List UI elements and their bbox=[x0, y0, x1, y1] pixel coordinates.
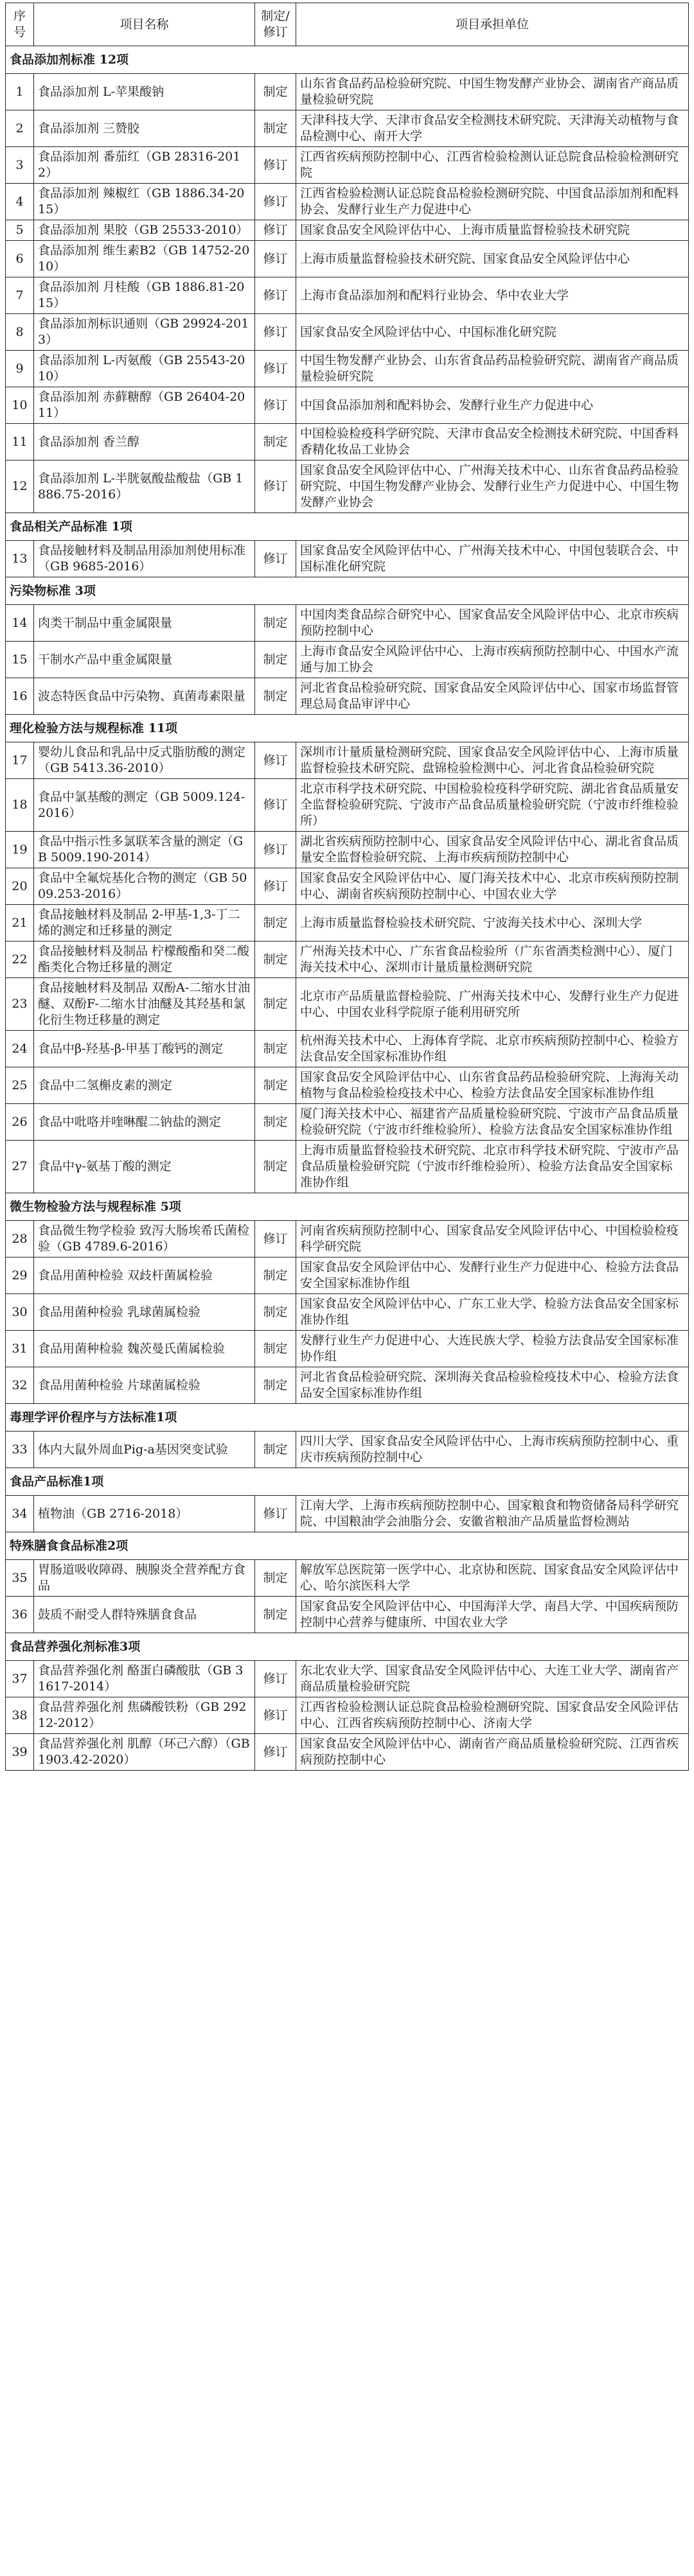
table-row bbox=[6, 1257, 689, 1294]
table-row bbox=[6, 742, 689, 779]
revision-type: 修订 bbox=[255, 779, 296, 832]
table-row bbox=[6, 1104, 689, 1141]
table-row bbox=[6, 942, 689, 978]
responsible-units: 江西省检验检测认证总院食品检验检测研究院、中国食品添加剂和配料协会、发酵行业生产力促进中心 bbox=[296, 184, 689, 220]
project-name: 食品中β-羟基-β-甲基丁酸钙的测定 bbox=[34, 1031, 255, 1067]
table-header bbox=[6, 3, 689, 46]
table-row bbox=[6, 147, 689, 184]
table-row bbox=[6, 1294, 689, 1331]
row-number: 20 bbox=[6, 868, 34, 905]
row-number: 1 bbox=[6, 74, 34, 110]
revision-type: 制定 bbox=[255, 1560, 296, 1597]
row-number: 34 bbox=[6, 1496, 34, 1532]
responsible-units: 北京市科学技术研究院、中国检验检疫科学研究院、湖北省食品质量安全监督检验研究院、宁波市产品食品质量检验研究院（宁波市纤维检验所） bbox=[296, 779, 689, 832]
project-name: 食品用菌种检验 片球菌属检验 bbox=[34, 1367, 255, 1404]
revision-type: 制定 bbox=[255, 1294, 296, 1331]
revision-type: 制定 bbox=[255, 74, 296, 110]
table-row bbox=[6, 1697, 689, 1734]
responsible-units: 国家食品安全风险评估中心、发酵行业生产力促进中心、检验方法食品安全国家标准协作组 bbox=[296, 1257, 689, 1294]
responsible-units: 上海市质量监督检验技术研究院、国家食品安全风险评估中心 bbox=[296, 241, 689, 277]
revision-type: 制定 bbox=[255, 1597, 296, 1633]
project-name: 鼓质不耐受人群特殊膳食食品 bbox=[34, 1597, 255, 1633]
project-name: 食品添加剂 赤藓糖醇（GB 26404-2011） bbox=[34, 387, 255, 424]
row-number: 31 bbox=[6, 1331, 34, 1367]
revision-type: 修订 bbox=[255, 1496, 296, 1532]
table-row bbox=[6, 779, 689, 832]
responsible-units: 国家食品安全风险评估中心、山东省食品药品检验研究院、上海海关动植物与食品检验检疫技术中心、检验方法食品安全国家标准协作组 bbox=[296, 1067, 689, 1104]
responsible-units: 河北省食品检验研究院、国家食品安全风险评估中心、国家市场监督管理总局食品审评中心 bbox=[296, 678, 689, 715]
table-row bbox=[6, 424, 689, 460]
revision-type: 制定 bbox=[255, 978, 296, 1031]
row-number: 28 bbox=[6, 1221, 34, 1257]
table-row bbox=[6, 1141, 689, 1193]
responsible-units: 上海市食品添加剂和配料行业协会、华中农业大学 bbox=[296, 277, 689, 314]
category-title: 食品相关产品标准 1项 bbox=[6, 513, 689, 541]
revision-type: 制定 bbox=[255, 1067, 296, 1104]
row-number: 10 bbox=[6, 387, 34, 424]
project-name: 食品添加剂 辣椒红（GB 1886.34-2015） bbox=[34, 184, 255, 220]
row-number: 5 bbox=[6, 220, 34, 241]
responsible-units: 发酵行业生产力促进中心、大连民族大学、检验方法食品安全国家标准协作组 bbox=[296, 1331, 689, 1367]
responsible-units: 江南大学、上海市疾病预防控制中心、国家粮食和物资储备局科学研究院、中国粮油学会油脂分会、安徽省粮油产品质量监督检测站 bbox=[296, 1496, 689, 1532]
table-row bbox=[6, 351, 689, 387]
project-name: 食品添加剂 维生素B2（GB 14752-2010） bbox=[34, 241, 255, 277]
project-name: 食品中指示性多氯联苯含量的测定（GB 5009.190-2014） bbox=[34, 832, 255, 868]
table-row bbox=[6, 832, 689, 868]
row-number: 26 bbox=[6, 1104, 34, 1141]
responsible-units: 国家食品安全风险评估中心、上海市质量监督检验技术研究院 bbox=[296, 220, 689, 241]
row-number: 8 bbox=[6, 314, 34, 351]
table-row bbox=[6, 74, 689, 110]
table-row bbox=[6, 1367, 689, 1404]
project-name: 食品中吡咯并喹啉醌二钠盐的测定 bbox=[34, 1104, 255, 1141]
revision-type: 修订 bbox=[255, 387, 296, 424]
project-name: 食品添加剂标识通则（GB 29924-2013） bbox=[34, 314, 255, 351]
project-name: 食品接触材料及制品 2-甲基-1,3-丁二烯的测定和迁移量的测定 bbox=[34, 905, 255, 942]
project-name: 干制水产品中重金属限量 bbox=[34, 642, 255, 678]
revision-type: 修订 bbox=[255, 220, 296, 241]
table-row bbox=[6, 905, 689, 942]
table-row bbox=[6, 978, 689, 1031]
table-row bbox=[6, 1661, 689, 1697]
table-row bbox=[6, 605, 689, 642]
row-number: 14 bbox=[6, 605, 34, 642]
category-row bbox=[6, 1532, 689, 1560]
responsible-units: 江西省检验检测认证总院食品检验检测研究院、国家食品安全风险评估中心、江西省疾病预防控制中心、济南大学 bbox=[296, 1697, 689, 1734]
revision-type: 制定 bbox=[255, 1331, 296, 1367]
table-row bbox=[6, 1597, 689, 1633]
responsible-units: 四川大学、国家食品安全风险评估中心、上海市疾病预防控制中心、重庆市疾病预防控制中心 bbox=[296, 1432, 689, 1468]
row-number: 7 bbox=[6, 277, 34, 314]
revision-type: 修订 bbox=[255, 277, 296, 314]
row-number: 17 bbox=[6, 742, 34, 779]
revision-type: 修订 bbox=[255, 147, 296, 184]
row-number: 9 bbox=[6, 351, 34, 387]
row-number: 13 bbox=[6, 541, 34, 577]
responsible-units: 上海市质量监督检验技术研究院、宁波海关技术中心、深圳大学 bbox=[296, 905, 689, 942]
project-name: 食品营养强化剂 焦磷酸铁粉（GB 29212-2012） bbox=[34, 1697, 255, 1734]
revision-type: 制定 bbox=[255, 1104, 296, 1141]
responsible-units: 河北省食品检验研究院、深圳海关食品检验检疫技术中心、检验方法食品安全国家标准协作组 bbox=[296, 1367, 689, 1404]
row-number: 38 bbox=[6, 1697, 34, 1734]
table-row bbox=[6, 241, 689, 277]
row-number: 2 bbox=[6, 110, 34, 147]
revision-type: 制定 bbox=[255, 678, 296, 715]
row-number: 37 bbox=[6, 1661, 34, 1697]
row-number: 16 bbox=[6, 678, 34, 715]
row-number: 35 bbox=[6, 1560, 34, 1597]
table-row bbox=[6, 1221, 689, 1257]
table-row bbox=[6, 1560, 689, 1597]
revision-type: 修订 bbox=[255, 351, 296, 387]
project-name: 食品中二氢槲皮素的测定 bbox=[34, 1067, 255, 1104]
category-title: 微生物检验方法与规程标准 5项 bbox=[6, 1193, 689, 1221]
revision-type: 制定 bbox=[255, 424, 296, 460]
row-number: 21 bbox=[6, 905, 34, 942]
project-name: 食品用菌种检验 双歧杆菌属检验 bbox=[34, 1257, 255, 1294]
revision-type: 修订 bbox=[255, 460, 296, 513]
responsible-units: 中国检验检疫科学研究院、天津市食品安全检测技术研究院、中国香料香精化妆品工业协会 bbox=[296, 424, 689, 460]
row-number: 11 bbox=[6, 424, 34, 460]
table-row bbox=[6, 541, 689, 577]
project-name: 植物油（GB 2716-2018） bbox=[34, 1496, 255, 1532]
responsible-units: 上海市质量监督检验技术研究院、北京市科学技术研究院、宁波市产品食品质量检验研究院（宁波市纤维检验所）、检验方法食品安全国家标准协作组 bbox=[296, 1141, 689, 1193]
row-number: 3 bbox=[6, 147, 34, 184]
table-row bbox=[6, 1432, 689, 1468]
project-name: 食品添加剂 L-苹果酸钠 bbox=[34, 74, 255, 110]
revision-type: 修订 bbox=[255, 1697, 296, 1734]
standards-table bbox=[5, 3, 689, 1771]
project-name: 肉类干制品中重金属限量 bbox=[34, 605, 255, 642]
responsible-units: 杭州海关技术中心、上海体育学院、北京市疾病预防控制中心、检验方法食品安全国家标准协作组 bbox=[296, 1031, 689, 1067]
category-row bbox=[6, 513, 689, 541]
responsible-units: 上海市食品安全风险评估中心、上海市疾病预防控制中心、中国水产流通与加工协会 bbox=[296, 642, 689, 678]
responsible-units: 国家食品安全风险评估中心、广东工业大学、检验方法食品安全国家标准协作组 bbox=[296, 1294, 689, 1331]
table-row bbox=[6, 1734, 689, 1771]
project-name: 食品中γ-氨基丁酸的测定 bbox=[34, 1141, 255, 1193]
project-name: 食品营养强化剂 肌醇（环己六醇）（GB 1903.42-2020） bbox=[34, 1734, 255, 1771]
project-name: 食品接触材料及制品 双酚A-二缩水甘油醚、双酚F-二缩水甘油醚及其羟基和氯化衍生物迁移量的测定 bbox=[34, 978, 255, 1031]
header-units: 项目承担单位 bbox=[296, 3, 689, 46]
row-number: 18 bbox=[6, 779, 34, 832]
responsible-units: 东北农业大学、国家食品安全风险评估中心、大连工业大学、湖南省产商品质量检验研究院 bbox=[296, 1661, 689, 1697]
project-name: 婴幼儿食品和乳品中反式脂肪酸的测定（GB 5413.36-2010） bbox=[34, 742, 255, 779]
responsible-units: 深圳市计量质量检测研究院、国家食品安全风险评估中心、上海市质量监督检验技术研究院、盘锦检验检测中心、河北省食品检验研究院 bbox=[296, 742, 689, 779]
category-title: 污染物标准 3项 bbox=[6, 577, 689, 605]
header-num: 序号 bbox=[6, 3, 34, 46]
project-name: 食品中氯基酸的测定（GB 5009.124-2016） bbox=[34, 779, 255, 832]
category-row bbox=[6, 715, 689, 742]
table-row bbox=[6, 1031, 689, 1067]
table-row bbox=[6, 184, 689, 220]
row-number: 23 bbox=[6, 978, 34, 1031]
responsible-units: 江西省疾病预防控制中心、江西省检验检测认证总院食品检验检测研究院 bbox=[296, 147, 689, 184]
project-name: 食品添加剂 L-丙氨酸（GB 25543-2010） bbox=[34, 351, 255, 387]
category-title: 食品添加剂标准 12项 bbox=[6, 46, 689, 74]
row-number: 15 bbox=[6, 642, 34, 678]
category-row bbox=[6, 1633, 689, 1661]
table-row bbox=[6, 460, 689, 513]
table-row bbox=[6, 678, 689, 715]
table-row bbox=[6, 387, 689, 424]
row-number: 22 bbox=[6, 942, 34, 978]
table-row bbox=[6, 220, 689, 241]
project-name: 食品接触材料及制品用添加剂使用标准（GB 9685-2016） bbox=[34, 541, 255, 577]
category-row bbox=[6, 1193, 689, 1221]
revision-type: 制定 bbox=[255, 1432, 296, 1468]
table-row bbox=[6, 868, 689, 905]
project-name: 胃肠道吸收障碍、胰腺炎全营养配方食品 bbox=[34, 1560, 255, 1597]
revision-type: 制定 bbox=[255, 642, 296, 678]
category-row bbox=[6, 1404, 689, 1432]
revision-type: 修订 bbox=[255, 241, 296, 277]
row-number: 36 bbox=[6, 1597, 34, 1633]
revision-type: 制定 bbox=[255, 905, 296, 942]
row-number: 39 bbox=[6, 1734, 34, 1771]
revision-type: 制定 bbox=[255, 1367, 296, 1404]
project-name: 食品添加剂 果胶（GB 25533-2010） bbox=[34, 220, 255, 241]
project-name: 食品微生物学检验 致泻大肠埃希氏菌检验（GB 4789.6-2016） bbox=[34, 1221, 255, 1257]
responsible-units: 北京市产品质量监督检验院、广州海关技术中心、发酵行业生产力促进中心、中国农业科学院原子能利用研究所 bbox=[296, 978, 689, 1031]
responsible-units: 国家食品安全风险评估中心、中国海洋大学、南昌大学、中国疾病预防控制中心营养与健康所、中国农业大学 bbox=[296, 1597, 689, 1633]
responsible-units: 国家食品安全风险评估中心、湖南省产商品质量检验研究院、江西省疾病预防控制中心 bbox=[296, 1734, 689, 1771]
table-row bbox=[6, 642, 689, 678]
responsible-units: 湖北省疾病预防控制中心、国家食品安全风险评估中心、湖北省食品质量安全监督检验研究院、上海市疾病预防控制中心 bbox=[296, 832, 689, 868]
responsible-units: 天津科技大学、天津市食品安全检测技术研究院、天津海关动植物与食品检测中心、南开大学 bbox=[296, 110, 689, 147]
project-name: 波态特医食品中污染物、真菌毒素限量 bbox=[34, 678, 255, 715]
row-number: 19 bbox=[6, 832, 34, 868]
revision-type: 制定 bbox=[255, 1257, 296, 1294]
row-number: 29 bbox=[6, 1257, 34, 1294]
revision-type: 制定 bbox=[255, 110, 296, 147]
category-row bbox=[6, 1468, 689, 1496]
project-name: 食品添加剂 月桂酸（GB 1886.81-2015） bbox=[34, 277, 255, 314]
project-name: 食品接触材料及制品 柠檬酸酯和癸二酸酯类化合物迁移量的测定 bbox=[34, 942, 255, 978]
category-row bbox=[6, 577, 689, 605]
category-title: 理化检验方法与规程标准 11项 bbox=[6, 715, 689, 742]
row-number: 32 bbox=[6, 1367, 34, 1404]
project-name: 食品添加剂 番茄红（GB 28316-2012） bbox=[34, 147, 255, 184]
responsible-units: 国家食品安全风险评估中心、广州海关技术中心、中国包装联合会、中国标准化研究院 bbox=[296, 541, 689, 577]
revision-type: 修订 bbox=[255, 742, 296, 779]
project-name: 食品用菌种检验 乳球菌属检验 bbox=[34, 1294, 255, 1331]
project-name: 食品添加剂 香兰醇 bbox=[34, 424, 255, 460]
responsible-units: 广州海关技术中心、广东省食品检验所（广东省酒类检测中心）、厦门海关技术中心、深圳市计量质量检测研究院 bbox=[296, 942, 689, 978]
row-number: 33 bbox=[6, 1432, 34, 1468]
project-name: 体内大鼠外周血Pig-a基因突变试验 bbox=[34, 1432, 255, 1468]
category-title: 食品营养强化剂标准3项 bbox=[6, 1633, 689, 1661]
revision-type: 修订 bbox=[255, 868, 296, 905]
revision-type: 修订 bbox=[255, 1661, 296, 1697]
table-row bbox=[6, 1331, 689, 1367]
responsible-units: 中国食品添加剂和配料协会、发酵行业生产力促进中心 bbox=[296, 387, 689, 424]
revision-type: 修订 bbox=[255, 314, 296, 351]
project-name: 食品添加剂 L-半胱氨酸盐酸盐（GB 1886.75-2016） bbox=[34, 460, 255, 513]
category-title: 食品产品标准1项 bbox=[6, 1468, 689, 1496]
header-type: 制定/修订 bbox=[255, 3, 296, 46]
category-row bbox=[6, 46, 689, 74]
table-row bbox=[6, 1067, 689, 1104]
table-row bbox=[6, 314, 689, 351]
category-title: 特殊膳食食品标准2项 bbox=[6, 1532, 689, 1560]
category-title: 毒理学评价程序与方法标准1项 bbox=[6, 1404, 689, 1432]
row-number: 12 bbox=[6, 460, 34, 513]
responsible-units: 中国生物发酵产业协会、山东省食品药品检验研究院、湖南省产商品质量检验研究院 bbox=[296, 351, 689, 387]
revision-type: 修订 bbox=[255, 541, 296, 577]
table-row bbox=[6, 277, 689, 314]
project-name: 食品中全氟烷基化合物的测定（GB 5009.253-2016） bbox=[34, 868, 255, 905]
table-row bbox=[6, 1496, 689, 1532]
revision-type: 修订 bbox=[255, 1734, 296, 1771]
revision-type: 制定 bbox=[255, 1141, 296, 1193]
revision-type: 制定 bbox=[255, 605, 296, 642]
responsible-units: 国家食品安全风险评估中心、中国标准化研究院 bbox=[296, 314, 689, 351]
project-name: 食品添加剂 三赞胶 bbox=[34, 110, 255, 147]
revision-type: 制定 bbox=[255, 942, 296, 978]
row-number: 24 bbox=[6, 1031, 34, 1067]
responsible-units: 中国肉类食品综合研究中心、国家食品安全风险评估中心、北京市疾病预防控制中心 bbox=[296, 605, 689, 642]
revision-type: 修订 bbox=[255, 1221, 296, 1257]
revision-type: 修订 bbox=[255, 832, 296, 868]
row-number: 6 bbox=[6, 241, 34, 277]
responsible-units: 山东省食品药品检验研究院、中国生物发酵产业协会、湖南省产商品质量检验研究院 bbox=[296, 74, 689, 110]
table-row bbox=[6, 110, 689, 147]
responsible-units: 厦门海关技术中心、福建省产品质量检验研究院、宁波市产品食品质量检验研究院（宁波市纤维检验所）、检验方法食品安全国家标准协作组 bbox=[296, 1104, 689, 1141]
responsible-units: 国家食品安全风险评估中心、广州海关技术中心、山东省食品药品检验研究院、中国生物发酵产业协会、发酵行业生产力促进中心、中国生物发酵产业协会 bbox=[296, 460, 689, 513]
table-body bbox=[6, 46, 689, 1771]
header-name: 项目名称 bbox=[34, 3, 255, 46]
project-name: 食品营养强化剂 酪蛋白磷酸肽（GB 31617-2014） bbox=[34, 1661, 255, 1697]
revision-type: 制定 bbox=[255, 1031, 296, 1067]
row-number: 4 bbox=[6, 184, 34, 220]
row-number: 27 bbox=[6, 1141, 34, 1193]
responsible-units: 国家食品安全风险评估中心、厦门海关技术中心、北京市疾病预防控制中心、湖南省疾病预防控制中心、中国农业大学 bbox=[296, 868, 689, 905]
row-number: 30 bbox=[6, 1294, 34, 1331]
revision-type: 修订 bbox=[255, 184, 296, 220]
responsible-units: 解放军总医院第一医学中心、北京协和医院、国家食品安全风险评估中心、哈尔滨医科大学 bbox=[296, 1560, 689, 1597]
responsible-units: 河南省疾病预防控制中心、国家食品安全风险评估中心、中国检验检疫科学研究院 bbox=[296, 1221, 689, 1257]
project-name: 食品用菌种检验 魏茨曼氏菌属检验 bbox=[34, 1331, 255, 1367]
row-number: 25 bbox=[6, 1067, 34, 1104]
